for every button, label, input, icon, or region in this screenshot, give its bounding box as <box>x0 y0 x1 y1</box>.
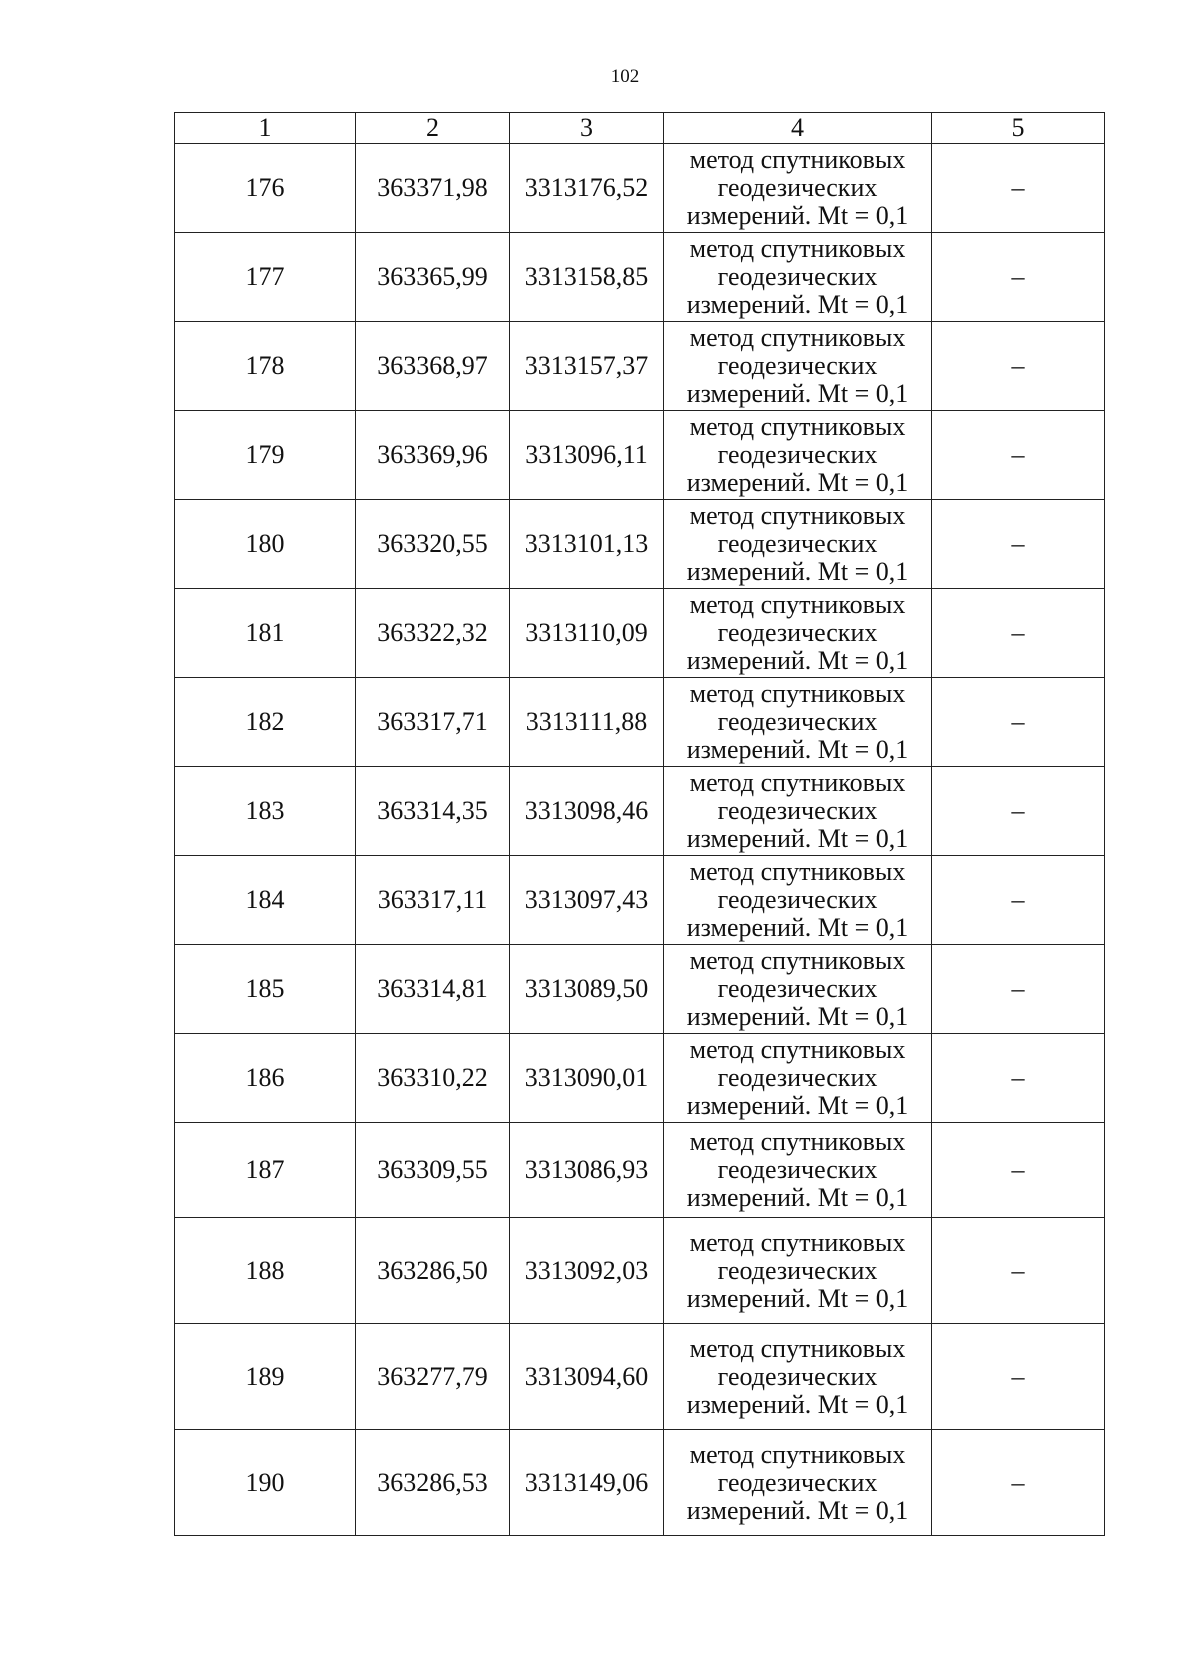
header-row <box>175 113 1105 144</box>
method-line-2: геодезических <box>717 262 878 291</box>
y-coordinate-cell: 3313089,50 <box>510 945 664 1034</box>
y-coordinate-cell: 3313090,01 <box>510 1034 664 1123</box>
y-coordinate-cell: 3313092,03 <box>510 1218 664 1324</box>
method-line-3: измерений. Mt = 0,1 <box>686 557 909 586</box>
table-row <box>175 411 1105 500</box>
col5-cell: – <box>932 144 1105 233</box>
x-coordinate-cell: 363317,11 <box>356 856 510 945</box>
method-line-2: геодезических <box>717 885 878 914</box>
col5-cell: – <box>932 1430 1105 1536</box>
method-line-2: геодезических <box>717 1155 878 1184</box>
y-coordinate-cell: 3313097,43 <box>510 856 664 945</box>
method-line-1: метод спутниковых <box>689 1227 906 1257</box>
x-coordinate-cell: 363371,98 <box>356 144 510 233</box>
method-line-2: геодезических <box>717 1361 878 1391</box>
table-row <box>175 1430 1105 1536</box>
method-cell <box>664 1324 932 1430</box>
col5-cell: – <box>932 1123 1105 1218</box>
method-line-3: измерений. Mt = 0,1 <box>686 646 909 675</box>
x-coordinate-cell: 363310,22 <box>356 1034 510 1123</box>
method-cell <box>664 1218 932 1324</box>
x-coordinate-cell: 363314,35 <box>356 767 510 856</box>
header-col-1: 1 <box>175 113 356 144</box>
col5-cell: – <box>932 1324 1105 1430</box>
col5-cell: – <box>932 589 1105 678</box>
method-cell <box>664 500 932 589</box>
col5-cell: – <box>932 678 1105 767</box>
point-number-cell: 181 <box>175 589 356 678</box>
method-line-1: метод спутниковых <box>689 1127 906 1156</box>
y-coordinate-cell: 3313098,46 <box>510 767 664 856</box>
method-line-1: метод спутниковых <box>689 1333 906 1363</box>
method-line-1: метод спутниковых <box>689 857 906 886</box>
x-coordinate-cell: 363368,97 <box>356 322 510 411</box>
method-line-2: геодезических <box>717 351 878 380</box>
method-line-1: метод спутниковых <box>689 768 906 797</box>
x-coordinate-cell: 363322,32 <box>356 589 510 678</box>
method-cell <box>664 856 932 945</box>
method-cell <box>664 1034 932 1123</box>
method-line-3: измерений. Mt = 0,1 <box>686 913 909 942</box>
y-coordinate-cell: 3313157,37 <box>510 322 664 411</box>
table-row <box>175 322 1105 411</box>
point-number-cell: 180 <box>175 500 356 589</box>
x-coordinate-cell: 363286,50 <box>356 1218 510 1324</box>
method-line-3: измерений. Mt = 0,1 <box>686 824 909 853</box>
x-coordinate-cell: 363317,71 <box>356 678 510 767</box>
col5-cell: – <box>932 500 1105 589</box>
y-coordinate-cell: 3313096,11 <box>510 411 664 500</box>
method-line-3: измерений. Mt = 0,1 <box>686 379 909 408</box>
col5-cell: – <box>932 411 1105 500</box>
point-number-cell: 188 <box>175 1218 356 1324</box>
header-col-3: 3 <box>510 113 664 144</box>
point-number-cell: 186 <box>175 1034 356 1123</box>
method-line-3: измерений. Mt = 0,1 <box>686 1495 909 1525</box>
method-line-3: измерений. Mt = 0,1 <box>686 1002 909 1031</box>
method-line-1: метод спутниковых <box>689 234 906 263</box>
method-line-1: метод спутниковых <box>689 590 906 619</box>
x-coordinate-cell: 363286,53 <box>356 1430 510 1536</box>
point-number-cell: 184 <box>175 856 356 945</box>
method-cell <box>664 411 932 500</box>
method-line-1: метод спутниковых <box>689 323 906 352</box>
method-line-3: измерений. Mt = 0,1 <box>686 1283 909 1313</box>
method-line-1: метод спутниковых <box>689 145 906 174</box>
y-coordinate-cell: 3313111,88 <box>510 678 664 767</box>
table-row <box>175 1123 1105 1218</box>
point-number-cell: 190 <box>175 1430 356 1536</box>
method-cell <box>664 945 932 1034</box>
method-line-3: измерений. Mt = 0,1 <box>686 201 909 230</box>
method-line-3: измерений. Mt = 0,1 <box>686 1389 909 1419</box>
x-coordinate-cell: 363314,81 <box>356 945 510 1034</box>
method-cell <box>664 144 932 233</box>
y-coordinate-cell: 3313176,52 <box>510 144 664 233</box>
x-coordinate-cell: 363369,96 <box>356 411 510 500</box>
method-line-1: метод спутниковых <box>689 1035 906 1064</box>
header-col-4: 4 <box>664 113 932 144</box>
method-line-2: геодезических <box>717 440 878 469</box>
table-row <box>175 144 1105 233</box>
point-number-cell: 179 <box>175 411 356 500</box>
point-number-cell: 178 <box>175 322 356 411</box>
table-row <box>175 945 1105 1034</box>
header-col-5: 5 <box>932 113 1105 144</box>
x-coordinate-cell: 363320,55 <box>356 500 510 589</box>
y-coordinate-cell: 3313149,06 <box>510 1430 664 1536</box>
point-number-cell: 187 <box>175 1123 356 1218</box>
table-row <box>175 678 1105 767</box>
table-row <box>175 589 1105 678</box>
method-line-1: метод спутниковых <box>689 946 906 975</box>
method-line-3: измерений. Mt = 0,1 <box>686 468 909 497</box>
col5-cell: – <box>932 1034 1105 1123</box>
method-line-1: метод спутниковых <box>689 412 906 441</box>
method-line-2: геодезических <box>717 529 878 558</box>
method-line-1: метод спутниковых <box>689 501 906 530</box>
y-coordinate-cell: 3313086,93 <box>510 1123 664 1218</box>
page-number: 102 <box>610 66 640 87</box>
method-cell <box>664 322 932 411</box>
method-line-3: измерений. Mt = 0,1 <box>686 290 909 319</box>
col5-cell: – <box>932 856 1105 945</box>
method-line-1: метод спутниковых <box>689 679 906 708</box>
table-body <box>175 144 1105 1536</box>
col5-cell: – <box>932 945 1105 1034</box>
method-line-2: геодезических <box>717 173 878 202</box>
point-number-cell: 182 <box>175 678 356 767</box>
method-line-3: измерений. Mt = 0,1 <box>686 1183 909 1212</box>
method-line-2: геодезических <box>717 618 878 647</box>
table-header <box>175 113 1105 144</box>
method-cell <box>664 1430 932 1536</box>
point-number-cell: 177 <box>175 233 356 322</box>
y-coordinate-cell: 3313101,13 <box>510 500 664 589</box>
method-cell <box>664 589 932 678</box>
method-cell <box>664 678 932 767</box>
point-number-cell: 176 <box>175 144 356 233</box>
col5-cell: – <box>932 767 1105 856</box>
header-col-2: 2 <box>356 113 510 144</box>
table-row <box>175 1034 1105 1123</box>
table-row <box>175 1324 1105 1430</box>
method-cell <box>664 1123 932 1218</box>
method-line-3: измерений. Mt = 0,1 <box>686 1091 909 1120</box>
method-line-2: геодезических <box>717 1255 878 1285</box>
method-line-2: геодезических <box>717 796 878 825</box>
table-row <box>175 1218 1105 1324</box>
x-coordinate-cell: 363277,79 <box>356 1324 510 1430</box>
method-line-1: метод спутниковых <box>689 1439 906 1469</box>
y-coordinate-cell: 3313094,60 <box>510 1324 664 1430</box>
coordinates-table <box>174 112 1105 1536</box>
x-coordinate-cell: 363365,99 <box>356 233 510 322</box>
method-line-2: геодезических <box>717 1467 878 1497</box>
table-row <box>175 233 1105 322</box>
method-line-2: геодезических <box>717 974 878 1003</box>
table-row <box>175 500 1105 589</box>
method-line-3: измерений. Mt = 0,1 <box>686 735 909 764</box>
point-number-cell: 185 <box>175 945 356 1034</box>
method-cell <box>664 233 932 322</box>
y-coordinate-cell: 3313158,85 <box>510 233 664 322</box>
method-line-2: геодезических <box>717 1063 878 1092</box>
x-coordinate-cell: 363309,55 <box>356 1123 510 1218</box>
table-row <box>175 767 1105 856</box>
point-number-cell: 183 <box>175 767 356 856</box>
method-cell <box>664 767 932 856</box>
y-coordinate-cell: 3313110,09 <box>510 589 664 678</box>
col5-cell: – <box>932 322 1105 411</box>
col5-cell: – <box>932 233 1105 322</box>
col5-cell: – <box>932 1218 1105 1324</box>
method-line-2: геодезических <box>717 707 878 736</box>
point-number-cell: 189 <box>175 1324 356 1430</box>
table-row <box>175 856 1105 945</box>
